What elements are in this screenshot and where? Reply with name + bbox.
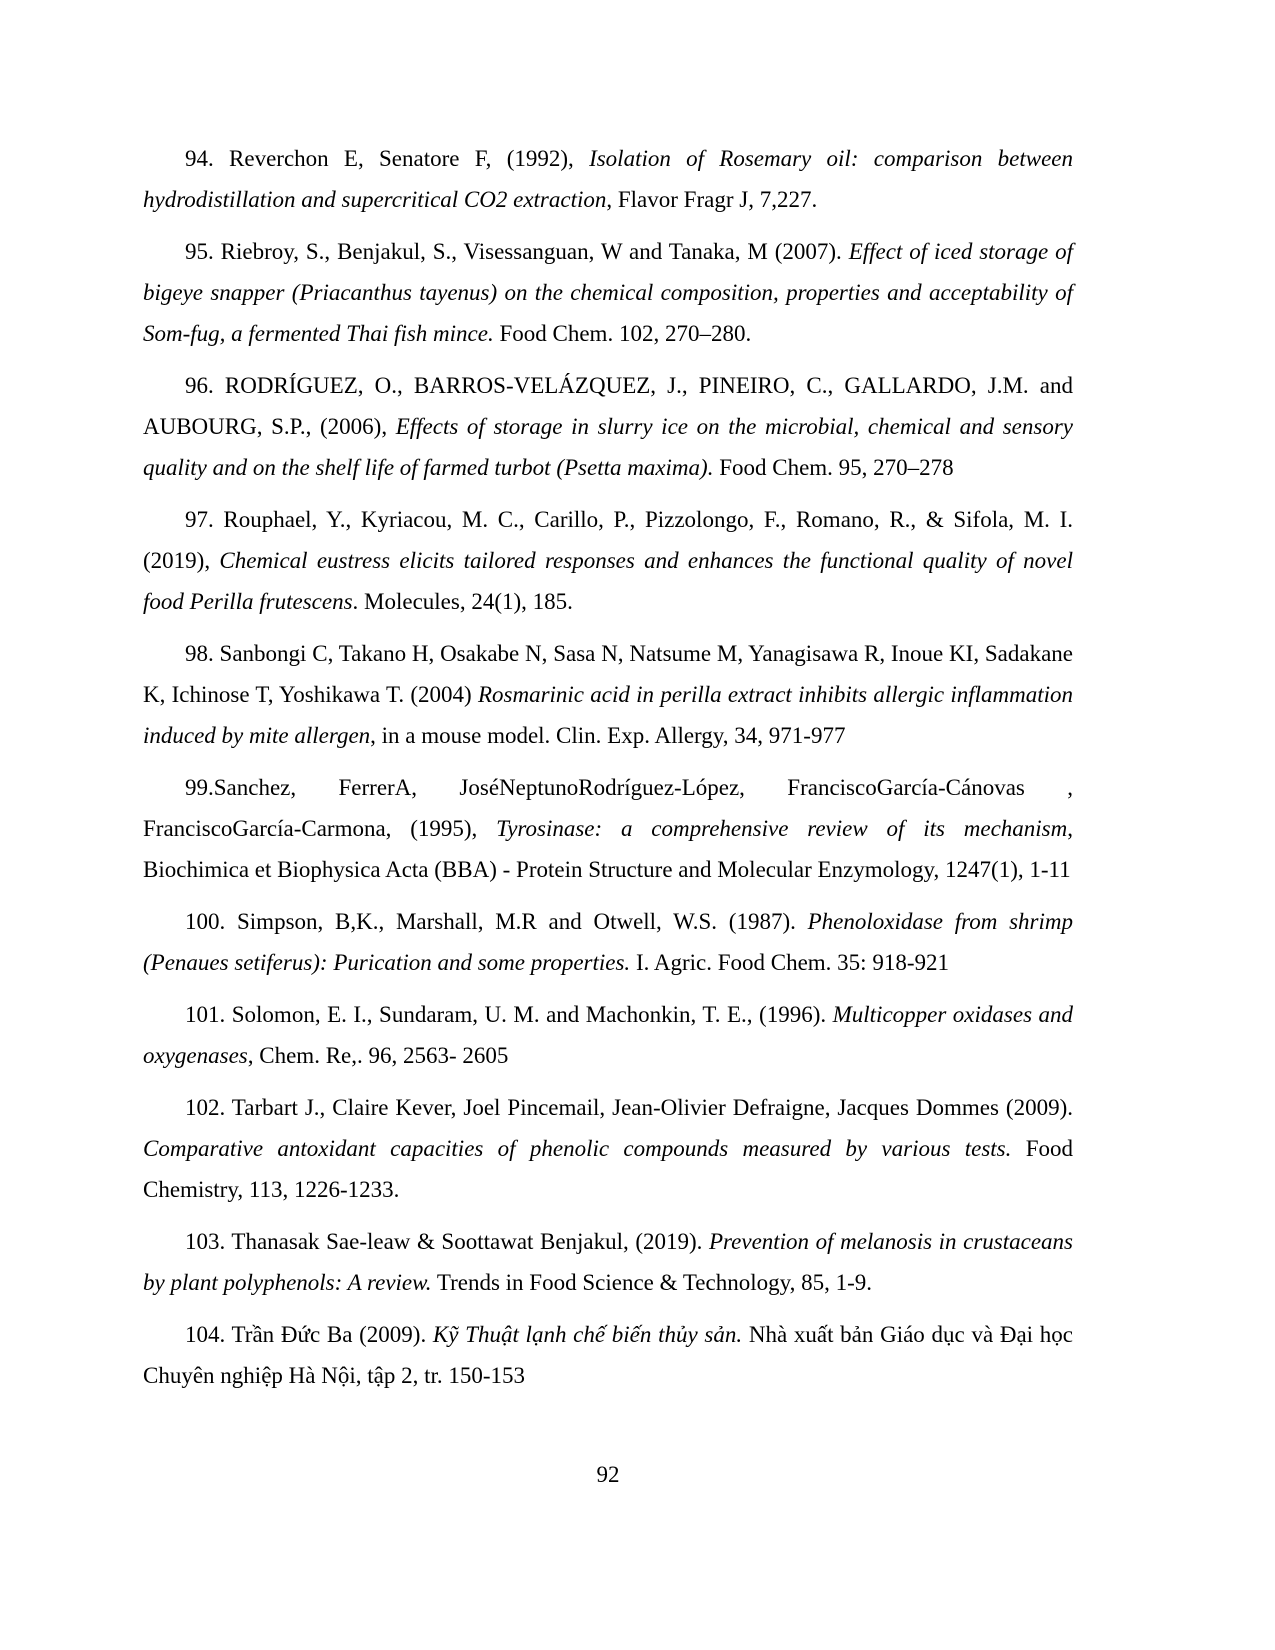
reference-item (143, 767, 1073, 890)
reference-text-segment: 99.Sanchez, FerrerA, JoséNeptunoRodríguez-López, FranciscoGarcía-Cánovas , FranciscoGarcía-Carmona, (1995), (143, 775, 1073, 841)
reference-text-segment: Tyrosinase: a comprehensive review of its mechanism (496, 816, 1068, 841)
reference-text-segment: Effect of iced storage of bigeye snapper (Priacanthus tayenus) on the chemical composition, properties and acceptability of Som-fug, a fermented Thai fish mince. (143, 239, 1073, 346)
reference-text-segment: , in a mouse model. Clin. Exp. Allergy, 34, 971-977 (370, 723, 846, 748)
reference-text-segment: 101. Solomon, E. I., Sundaram, U. M. and Machonkin, T. E., (1996). (185, 1002, 833, 1027)
reference-text-segment: 98. Sanbongi C, Takano H, Osakabe N, Sasa N, Natsume M, Yanagisawa R, Inoue KI, Sadakane K, Ichinose T, Yoshikawa T. (2004) (143, 641, 1073, 707)
reference-text-segment: Food Chem. 102, 270–280. (493, 321, 752, 346)
reference-item (143, 365, 1073, 488)
reference-text-segment: 102. Tarbart J., Claire Kever, Joel Pincemail, Jean-Olivier Defraigne, Jacques Dommes (2009). (185, 1095, 1073, 1120)
references-list (143, 138, 1073, 1407)
reference-item (143, 138, 1073, 220)
reference-text-segment: Phenoloxidase from shrimp (Penaues setiferus): Purication and some properties. (143, 909, 1074, 975)
reference-text-segment: 97. Rouphael, Y., Kyriacou, M. C., Carillo, P., Pizzolongo, F., Romano, R., & Sifola, M. I. (2019), (143, 507, 1073, 573)
reference-item (143, 1314, 1073, 1396)
reference-text-segment: Trends in Food Science & Technology, 85, 1-9. (431, 1270, 872, 1295)
reference-text-segment: Multicopper oxidases and oxygenases (143, 1002, 1074, 1068)
reference-item (143, 1221, 1073, 1303)
reference-text-segment: 96. RODRÍGUEZ, O., BARROS-VELÁZQUEZ, J., PINEIRO, C., GALLARDO, J.M. and AUBOURG, S.P., (2006), (143, 373, 1073, 439)
reference-text-segment: 100. Simpson, B,K., Marshall, M.R and Otwell, W.S. (1987). (185, 909, 808, 934)
reference-text-segment: Comparative antoxidant capacities of phenolic compounds measured by various tests. (143, 1136, 1012, 1161)
reference-text-segment: , Flavor Fragr J, 7,227. (606, 187, 818, 212)
reference-text-segment: Food Chemistry, 113, 1226-1233. (143, 1136, 1073, 1202)
reference-text-segment: Kỹ Thuật lạnh chế biến thủy sản. (432, 1322, 743, 1347)
reference-text-segment: Isolation of Rosemary oil: comparison between hydrodistillation and supercritical CO2 extraction (143, 146, 1073, 212)
reference-text-segment: 95. Riebroy, S., Benjakul, S., Visessanguan, W and Tanaka, M (2007). (185, 239, 849, 264)
reference-text-segment: 94. Reverchon E, Senatore F, (1992), (185, 146, 590, 171)
page-number: 92 (596, 1462, 620, 1487)
reference-text-segment: , Biochimica et Biophysica Acta (BBA) - Protein Structure and Molecular Enzymology, 1247(1), 1-11 (143, 816, 1073, 882)
reference-item (143, 499, 1073, 622)
reference-text-segment: , Chem. Re,. 96, 2563- 2605 (247, 1043, 509, 1068)
reference-text-segment: 104. Trần Đức Ba (2009). (185, 1322, 433, 1347)
reference-text-segment: Chemical eustress elicits tailored responses and enhances the functional quality of novel food Perilla frutescens (143, 548, 1073, 614)
reference-text-segment: Food Chem. 95, 270–278 (713, 455, 954, 480)
reference-text-segment: . Molecules, 24(1), 185. (352, 589, 573, 614)
reference-item (143, 901, 1073, 983)
reference-text-segment: Prevention of melanosis in crustaceans by plant polyphenols: A review. (143, 1229, 1073, 1295)
reference-text-segment: 103. Thanasak Sae-leaw & Soottawat Benjakul, (2019). (185, 1229, 709, 1254)
reference-text-segment: Nhà xuất bản Giáo dục và Đại học Chuyên nghiệp Hà Nội, tập 2, tr. 150-153 (143, 1322, 1073, 1388)
reference-item (143, 1087, 1073, 1210)
reference-item (143, 633, 1073, 756)
reference-text-segment: Rosmarinic acid in perilla extract inhibits allergic inflammation induced by mite allergen (143, 682, 1073, 748)
reference-item (143, 231, 1073, 354)
reference-item (143, 994, 1073, 1076)
reference-text-segment: Effects of storage in slurry ice on the microbial, chemical and sensory quality and on the shelf life of farmed turbot (Psetta maxima). (143, 414, 1073, 480)
reference-text-segment: I. Agric. Food Chem. 35: 918-921 (630, 950, 949, 975)
